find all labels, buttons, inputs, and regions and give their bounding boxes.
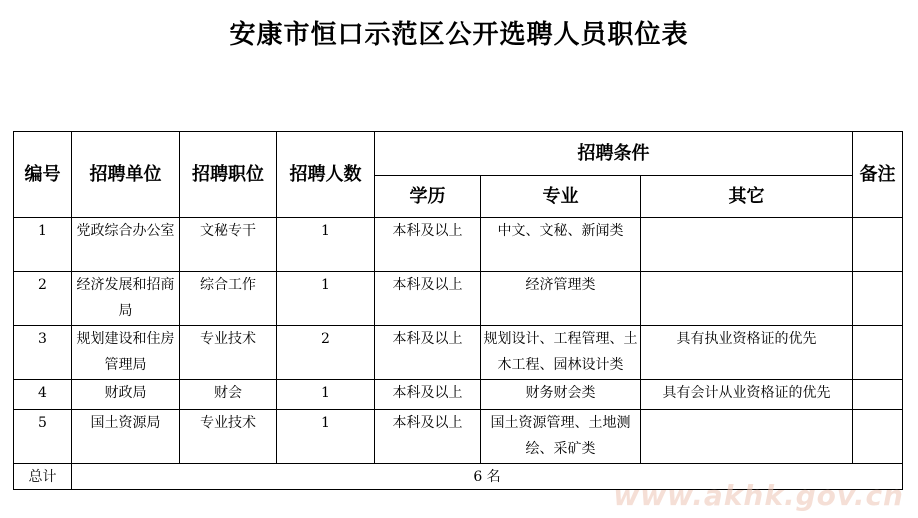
cell-other: 具有执业资格证的优先	[641, 326, 853, 380]
cell-major: 财务财会类	[481, 380, 641, 410]
cell-position: 文秘专干	[180, 218, 277, 272]
cell-unit: 经济发展和招商局	[72, 272, 180, 326]
positions-table	[13, 131, 903, 490]
cell-note	[853, 380, 903, 410]
cell-count: 1	[277, 380, 375, 410]
cell-education: 本科及以上	[375, 218, 481, 272]
table-row	[14, 326, 903, 380]
cell-position: 专业技术	[180, 410, 277, 464]
cell-no: 5	[14, 410, 72, 464]
cell-major: 中文、文秘、新闻类	[481, 218, 641, 272]
header-unit: 招聘单位	[72, 132, 180, 218]
cell-unit: 财政局	[72, 380, 180, 410]
cell-education: 本科及以上	[375, 326, 481, 380]
cell-count: 2	[277, 326, 375, 380]
cell-position: 专业技术	[180, 326, 277, 380]
cell-other	[641, 410, 853, 464]
header-education: 学历	[375, 176, 481, 218]
cell-other: 具有会计从业资格证的优先	[641, 380, 853, 410]
table-row	[14, 218, 903, 272]
cell-major: 规划设计、工程管理、土木工程、园林设计类	[481, 326, 641, 380]
cell-other	[641, 272, 853, 326]
cell-education: 本科及以上	[375, 380, 481, 410]
cell-unit: 党政综合办公室	[72, 218, 180, 272]
cell-count: 1	[277, 410, 375, 464]
table-row	[14, 380, 903, 410]
header-other: 其它	[641, 176, 853, 218]
cell-position: 综合工作	[180, 272, 277, 326]
cell-count: 1	[277, 218, 375, 272]
cell-unit: 规划建设和住房管理局	[72, 326, 180, 380]
site-watermark: www.akhk.gov.cn	[613, 479, 904, 512]
total-label: 总计	[14, 464, 72, 490]
cell-count: 1	[277, 272, 375, 326]
header-position: 招聘职位	[180, 132, 277, 218]
cell-no: 1	[14, 218, 72, 272]
cell-unit: 国土资源局	[72, 410, 180, 464]
header-conditions: 招聘条件	[375, 132, 853, 176]
header-major: 专业	[481, 176, 641, 218]
cell-no: 3	[14, 326, 72, 380]
header-row	[14, 132, 903, 176]
cell-major: 经济管理类	[481, 272, 641, 326]
cell-major: 国土资源管理、土地测绘、采矿类	[481, 410, 641, 464]
table-row	[14, 272, 903, 326]
cell-position: 财会	[180, 380, 277, 410]
cell-note	[853, 326, 903, 380]
cell-no: 2	[14, 272, 72, 326]
header-note: 备注	[853, 132, 903, 218]
document-title: 安康市恒口示范区公开选聘人员职位表	[229, 20, 689, 50]
cell-other	[641, 218, 853, 272]
total-value: 6 名	[72, 464, 903, 490]
table-row	[14, 410, 903, 464]
cell-note	[853, 218, 903, 272]
header-no: 编号	[14, 132, 72, 218]
header-count: 招聘人数	[277, 132, 375, 218]
cell-note	[853, 272, 903, 326]
cell-note	[853, 410, 903, 464]
cell-no: 4	[14, 380, 72, 410]
cell-education: 本科及以上	[375, 272, 481, 326]
cell-education: 本科及以上	[375, 410, 481, 464]
